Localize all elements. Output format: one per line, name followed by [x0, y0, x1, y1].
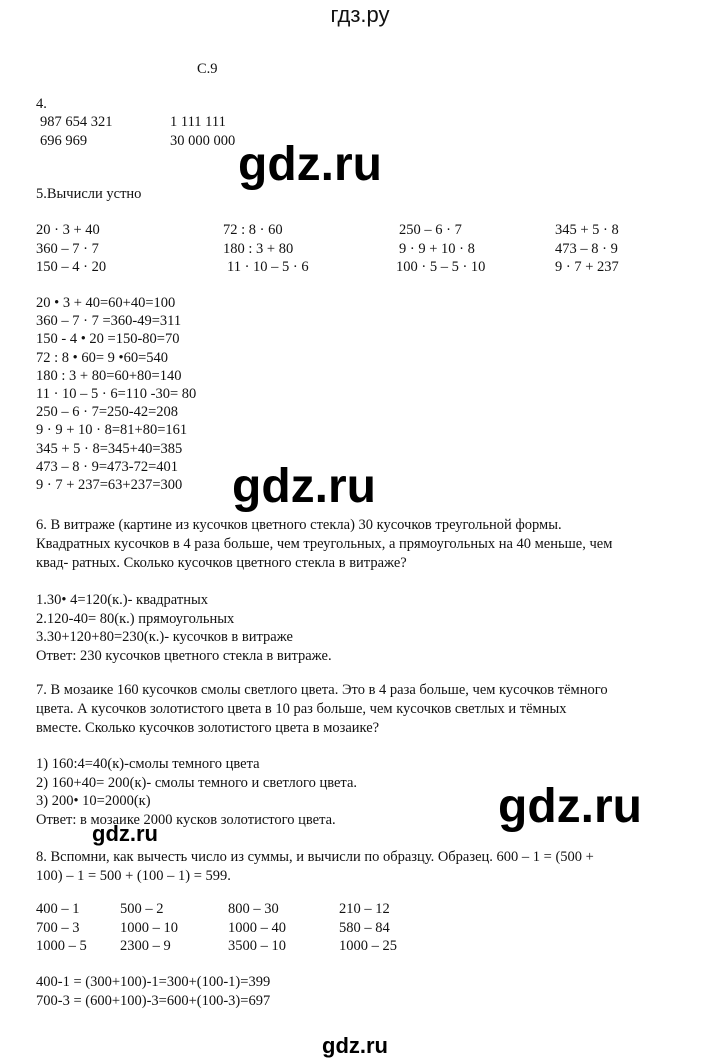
ex5-expression: 9 · 9 + 10 · 8 — [399, 240, 475, 257]
ex5-solution-line: 11 · 10 – 5 · 6=110 -30= 80 — [36, 386, 197, 403]
ex6-solution-line: 2.120-40= 80(к.) прямоугольных — [36, 610, 235, 627]
ex8-expression: 700 – 3 — [36, 919, 80, 936]
ex6-solution-line: Ответ: 230 кусочков цветного стекла в витраже. — [36, 647, 332, 664]
ex5-solutions — [36, 294, 196, 494]
ex6-problem-line: квад- ратных. Сколько кусочков цветного стекла в витраже? — [36, 555, 407, 571]
watermark: gdz.ru — [498, 780, 642, 833]
ex8-problem-line: 100) – 1 = 500 + (100 – 1) = 599. — [36, 867, 231, 884]
site-header[interactable]: гдз.ру — [330, 2, 390, 27]
ex5-solution-line: 250 – 6 · 7=250-42=208 — [36, 404, 179, 421]
ex5-expression: 100 · 5 – 5 · 10 — [396, 259, 486, 275]
ex5-expression: 360 – 7 · 7 — [36, 240, 99, 257]
ex5-solution-line: 473 – 8 · 9=473-72=401 — [36, 458, 179, 475]
ex5-solution-line: 345 + 5 · 8=345+40=385 — [36, 440, 183, 457]
ex5-expression: 9 · 7 + 237 — [555, 259, 619, 275]
ex8-solutions — [36, 973, 270, 1011]
ex5-solution-line: 180 : 3 + 80=60+80=140 — [36, 367, 182, 384]
ex7-problem-line: вместе. Сколько кусочков золотистого цвета в мозаике? — [36, 720, 380, 736]
ex8-expression: 1000 – 10 — [120, 919, 178, 936]
watermark: gdz.ru — [232, 460, 376, 513]
ex5-expression: 180 : 3 + 80 — [223, 240, 294, 257]
ex4-value: 696 969 — [40, 132, 88, 149]
ex4-value: 30 000 000 — [170, 132, 236, 149]
ex5-expression: 72 : 8 · 60 — [223, 222, 283, 238]
ex8-expression: 500 – 2 — [120, 901, 164, 917]
ex4-value: 1 111 111 — [170, 114, 226, 130]
ex8-expression: 1000 – 5 — [36, 938, 87, 954]
ex8-expression: 800 – 30 — [228, 901, 279, 917]
ex6-solution-line: 3.30+120+80=230(к.)- кусочков в витраже — [36, 629, 293, 645]
ex8-problem-line: 8. Вспомни, как вычесть число из суммы, и вычисли по образцу. Образец. 600 – 1 = (500 + — [36, 849, 594, 865]
ex6-problem — [36, 516, 612, 573]
watermark: gdz.ru — [322, 1033, 388, 1058]
ex6-solution — [36, 591, 332, 665]
ex5-expression: 250 – 6 · 7 — [399, 222, 462, 238]
ex8-expression: 1000 – 40 — [228, 919, 286, 936]
ex8-expression: 3500 – 10 — [228, 938, 286, 954]
ex5-expression: 20 · 3 + 40 — [36, 222, 100, 238]
ex5-solution-line: 360 – 7 · 7 =360-49=311 — [36, 313, 182, 330]
ex5-expression: 345 + 5 · 8 — [555, 222, 619, 238]
ex8-expression: 210 – 12 — [339, 901, 390, 917]
ex6-solution-line: 1.30• 4=120(к.)- квадратных — [36, 592, 208, 608]
ex7-problem — [36, 681, 608, 738]
ex4-value: 987 654 321 — [40, 114, 113, 130]
watermark: gdz.ru — [238, 138, 382, 191]
ex8-problem — [36, 848, 594, 885]
ex5-expression: 11 · 10 – 5 · 6 — [227, 259, 309, 275]
ex7-problem-line: цвета. А кусочков золотистого цвета в 10 раз больше, чем кусочков светлых и тёмных — [36, 701, 567, 717]
watermark: gdz.ru — [92, 821, 158, 846]
ex7-problem-line: 7. В мозаике 160 кусочков смолы светлого цвета. Это в 4 раза больше, чем кусочков тёмного — [36, 682, 608, 698]
ex8-expression: 400 – 1 — [36, 901, 80, 917]
ex5-expression: 150 – 4 · 20 — [36, 259, 107, 275]
ex5-title: 5.Вычисли устно — [36, 186, 142, 202]
ex8-expression: 2300 – 9 — [120, 938, 171, 954]
ex5-solution-line: 72 : 8 • 60= 9 •60=540 — [36, 349, 169, 366]
ex8-expression: 1000 – 25 — [339, 938, 397, 954]
ex4-number: 4. — [36, 96, 47, 112]
ex8-solution-line: 400-1 = (300+100)-1=300+(100-1)=399 — [36, 974, 271, 990]
ex7-solution-line: Ответ: в мозаике 2000 кусков золотистого цвета. — [36, 811, 336, 828]
ex8-expression: 580 – 84 — [339, 919, 390, 936]
ex7-solution — [36, 755, 357, 829]
ex5-expression: 473 – 8 · 9 — [555, 240, 618, 257]
ex5-solution-line: 20 • 3 + 40=60+40=100 — [36, 295, 176, 311]
ex7-solution-line: 2) 160+40= 200(к)- смолы темного и светлого цвета. — [36, 774, 358, 791]
ex6-problem-line: Квадратных кусочков в 4 раза больше, чем треугольных, а прямоугольных на 40 меньше, чем — [36, 536, 613, 552]
ex7-solution-line: 1) 160:4=40(к)-смолы темного цвета — [36, 756, 260, 772]
ex6-problem-line: 6. В витраже (картине из кусочков цветного стекла) 30 кусочков треугольной формы. — [36, 517, 562, 533]
ex5-solution-line: 9 · 9 + 10 · 8=81+80=161 — [36, 422, 188, 439]
ex5-solution-line: 150 - 4 • 20 =150-80=70 — [36, 331, 180, 348]
ex7-solution-line: 3) 200• 10=2000(к) — [36, 793, 151, 809]
ex5-solution-line: 9 · 7 + 237=63+237=300 — [36, 477, 183, 494]
ex8-solution-line: 700-3 = (600+100)-3=600+(100-3)=697 — [36, 993, 271, 1009]
page-label: С.9 — [197, 61, 218, 77]
